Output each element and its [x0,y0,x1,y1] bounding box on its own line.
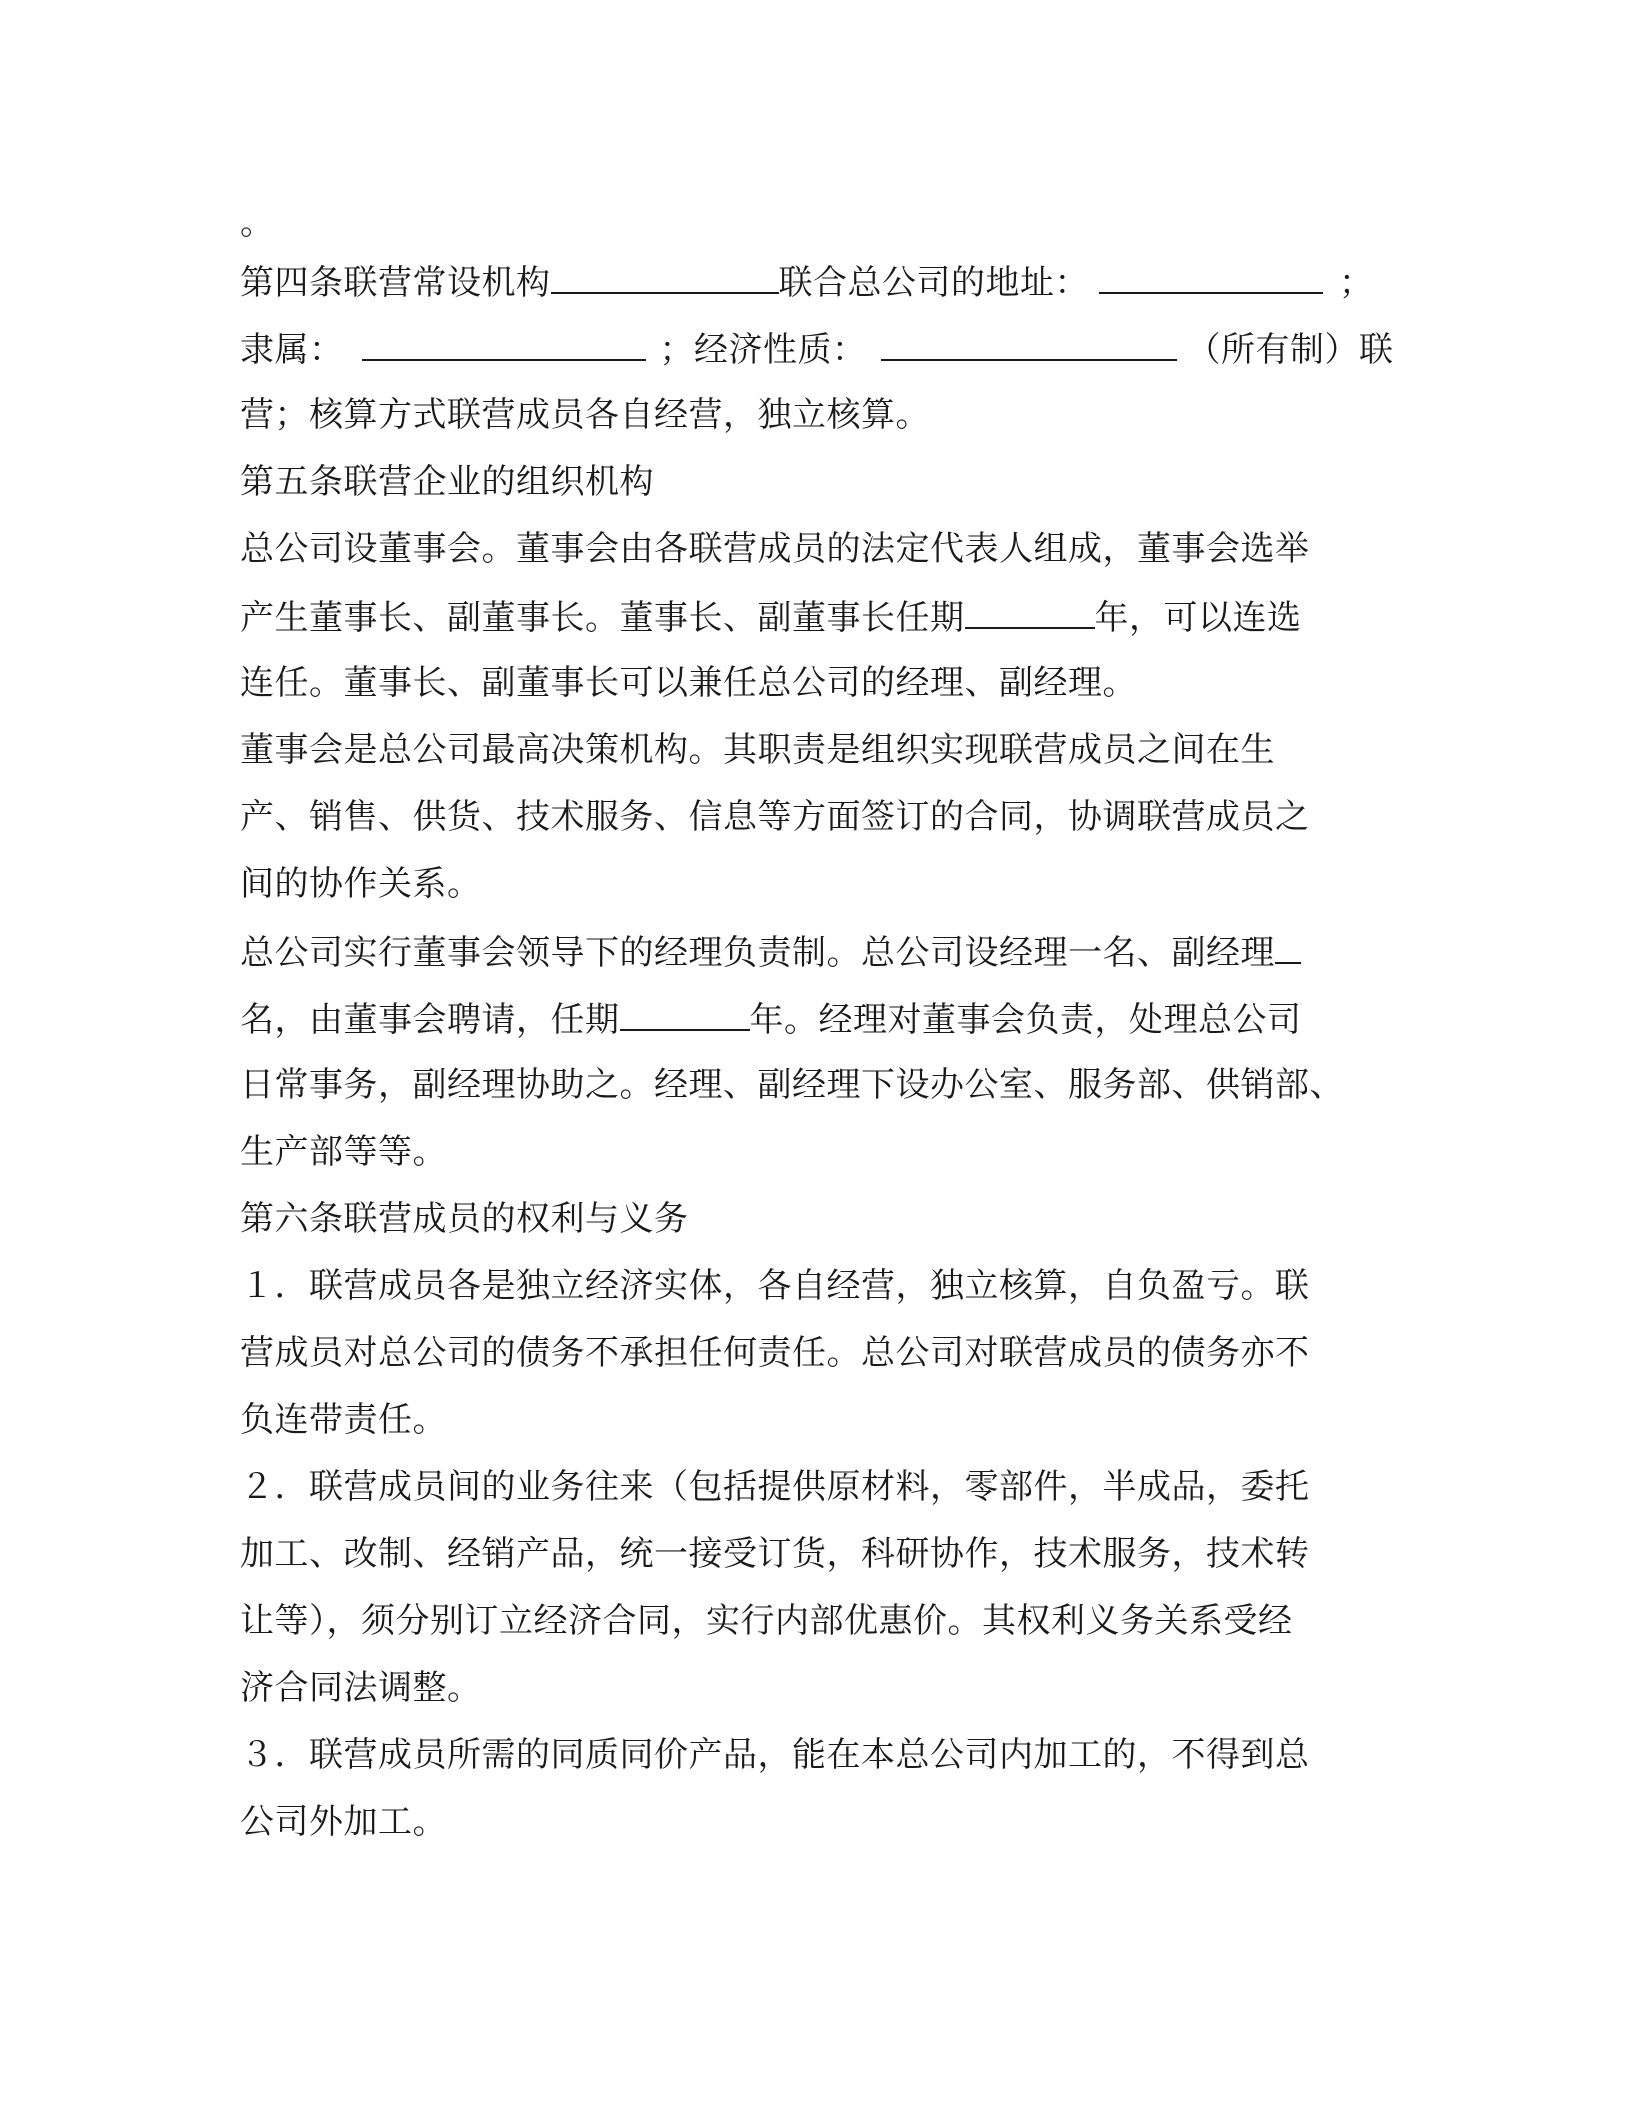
text-line: 总公司设董事会。董事会由各联营成员的法定代表人组成，董事会选举 [240,529,1310,569]
text-line: 营成员对总公司的债务不承担任何责任。总公司对联营成员的债务亦不 [240,1333,1310,1373]
text-line: ２．联营成员间的业务往来（包括提供原材料，零部件，半成品，委托 [240,1467,1310,1507]
text-line [240,928,1301,976]
text-segment: 年，可以连选 [1094,598,1302,638]
text-segment: 产生董事长、副董事长。董事长、副董事长任期 [240,598,965,638]
text-line: ３．联营成员所需的同质同价产品，能在本总公司内加工的，不得到总 [240,1735,1310,1775]
text-segment: 第四条联营常设机构 [240,263,551,303]
text-segment: （所有制）联 [1186,330,1394,370]
text-line: 济合同法调整。 [240,1668,482,1708]
fill-blank [551,258,779,294]
text-line: 让等），须分别订立经济合同，实行内部优惠价。其权利义务关系受经 [240,1601,1293,1641]
fill-blank [620,995,750,1031]
text-segment: 年。经理对董事会负责，处理总公司 [749,1000,1302,1040]
text-line: 负连带责任。 [240,1400,447,1440]
text-segment: ；经济性质： [659,330,867,370]
fill-blank [362,325,646,361]
text-line: 日常事务，副经理协助之。经理、副经理下设办公室、服务部、供销部、 [240,1065,1344,1105]
text-line: 产、销售、供货、技术服务、信息等方面签订的合同，协调联营成员之 [240,797,1310,837]
text-segment: ； [1339,263,1374,303]
section-heading: 第五条联营企业的组织机构 [240,462,654,502]
section-heading: 第六条联营成员的权利与义务 [240,1199,689,1239]
text-segment: 联合总公司的地址： [778,263,1089,303]
text-segment: 总公司实行董事会领导下的经理负责制。总公司设经理一名、副经理 [240,933,1275,973]
text-line: 加工、改制、经销产品，统一接受订货，科研协作，技术服务，技术转 [240,1534,1310,1574]
text-segment: 名，由董事会聘请，任期 [240,1000,620,1040]
fill-blank [1099,258,1323,294]
text-line [240,258,1374,306]
fill-blank [965,593,1095,629]
fill-blank [881,325,1177,361]
text-line: １．联营成员各是独立经济实体，各自经营，独立核算，自负盈亏。联 [240,1266,1310,1306]
text-segment: 隶属： [240,330,344,370]
text-line [240,995,1302,1043]
text-line [240,325,1394,373]
text-line: 连任。董事长、副董事长可以兼任总公司的经理、副经理。 [240,663,1137,703]
text-line: 公司外加工。 [240,1802,447,1842]
text-line: 。 [240,203,275,243]
text-line: 董事会是总公司最高决策机构。其职责是组织实现联营成员之间在生 [240,730,1275,770]
text-line [240,593,1302,641]
fill-blank [1275,928,1301,964]
text-line: 营；核算方式联营成员各自经营，独立核算。 [240,395,930,435]
text-line: 间的协作关系。 [240,864,482,904]
text-line: 生产部等等。 [240,1132,447,1172]
